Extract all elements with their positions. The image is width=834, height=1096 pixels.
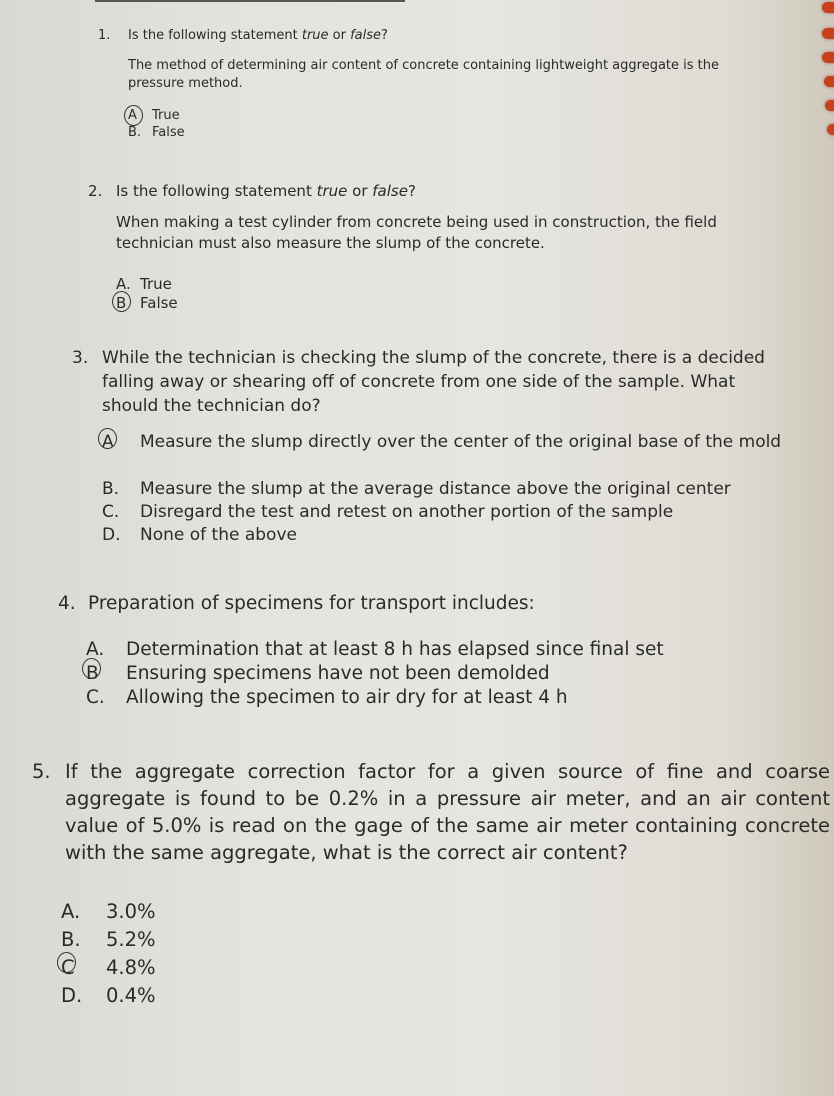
option-letter: D.	[102, 525, 121, 545]
prompt-true: true	[301, 28, 329, 43]
option-c[interactable]	[102, 500, 673, 524]
spiral-binding	[804, 0, 834, 150]
option-b[interactable]	[102, 477, 731, 501]
question-prompt	[116, 181, 416, 202]
question-number: 1.	[98, 28, 111, 43]
question-3	[72, 346, 792, 546]
question-prompt: If the aggregate correction factor for a given source of fine and coarse aggregate is found to be 0.2% in a pressure air meter, and an air content value of 5.0% is read on the gage of the same air meter containing concrete with the same aggregate, what is the correct air content?	[65, 760, 830, 864]
option-b[interactable]	[86, 660, 550, 687]
option-a[interactable]	[86, 636, 664, 663]
option-a[interactable]	[61, 898, 156, 925]
option-text: None of the above	[140, 525, 297, 545]
option-letter: D.	[61, 984, 83, 1007]
option-text: Disregard the test and retest on another portion of the sample	[140, 502, 674, 522]
option-letter: B.	[61, 928, 81, 951]
option-text: False	[140, 294, 178, 312]
option-text: Determination that at least 8 h has elapsed since final set	[126, 639, 664, 660]
prompt-text: Is the following statement	[128, 28, 302, 43]
option-letter: A.	[61, 900, 81, 923]
prompt-text: Is the following statement	[116, 182, 317, 200]
option-text: Measure the slump at the average distance above the original center	[140, 479, 731, 499]
question-prompt	[128, 27, 388, 45]
option-text: Allowing the specimen to air dry for at least 4 h	[126, 687, 568, 708]
question-number: 3.	[72, 348, 89, 368]
option-c[interactable]	[61, 954, 156, 981]
page-top-edge	[95, 0, 405, 2]
option-letter: A	[128, 107, 152, 125]
question-5	[32, 758, 832, 1018]
option-text: 4.8%	[106, 956, 156, 979]
option-d[interactable]	[102, 523, 297, 547]
question-statement: When making a test cylinder from concrete being used in construction, the field technician must also measure the slump of the concrete.	[116, 213, 717, 252]
option-d[interactable]	[61, 982, 156, 1009]
prompt-or: or	[328, 28, 351, 43]
option-letter: B.	[102, 479, 120, 499]
option-text: False	[152, 125, 185, 140]
option-text: Measure the slump directly over the center of the original base of the mold	[140, 432, 782, 452]
question-number: 4.	[58, 593, 76, 614]
prompt-or: or	[347, 182, 373, 200]
option-letter: B	[86, 660, 126, 687]
option-a[interactable]	[102, 430, 800, 454]
question-number: 2.	[88, 182, 103, 200]
option-letter: C.	[102, 502, 120, 522]
option-text: 5.2%	[106, 928, 156, 951]
question-4	[58, 590, 778, 720]
prompt-true: true	[316, 182, 348, 200]
option-letter: B	[116, 293, 140, 314]
question-number: 5.	[32, 760, 51, 783]
question-prompt: Preparation of specimens for transport includes:	[88, 593, 535, 614]
option-letter: A.	[86, 639, 105, 660]
option-c[interactable]	[86, 684, 568, 711]
option-letter: A.	[116, 275, 131, 293]
option-letter: C.	[86, 687, 105, 708]
option-b[interactable]	[61, 926, 156, 953]
option-text: True	[140, 275, 172, 293]
prompt-end: ?	[407, 182, 416, 200]
option-letter: C	[61, 954, 106, 981]
option-b[interactable]	[116, 293, 178, 314]
prompt-end: ?	[381, 28, 388, 43]
option-letter: A	[102, 430, 140, 454]
option-text: True	[152, 108, 180, 123]
option-text: Ensuring specimens have not been demolded	[126, 663, 550, 684]
question-statement: The method of determining air content of concrete containing lightweight aggregate is the pressure method.	[128, 58, 720, 91]
question-2	[88, 181, 788, 321]
prompt-false: false	[350, 28, 382, 43]
option-text: 3.0%	[106, 900, 156, 923]
question-1	[98, 27, 778, 147]
prompt-false: false	[372, 182, 408, 200]
option-text: 0.4%	[106, 984, 156, 1007]
option-b[interactable]	[128, 124, 185, 142]
option-letter: B.	[128, 125, 142, 140]
question-prompt: While the technician is checking the slump of the concrete, there is a decided falling away or shearing off of concrete from one side of the sample. What should the technician do?	[102, 348, 765, 416]
option-a[interactable]	[128, 107, 180, 125]
